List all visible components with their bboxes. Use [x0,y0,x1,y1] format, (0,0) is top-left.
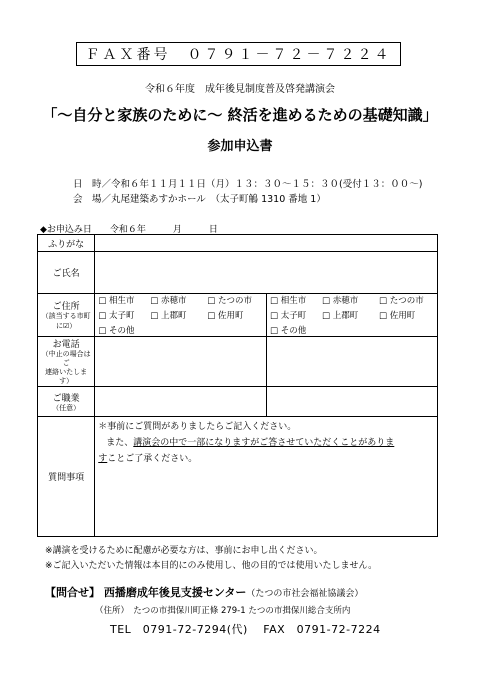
phone-label: お電話 [52,340,80,350]
contact-tel-fax: TEL 0791-72-7294(代) FAX 0791-72-7224 [110,623,381,636]
question-note-line1: ＊事前にご質問がありましたらご記入ください。 [98,422,297,433]
job-label-cell [38,387,95,417]
town-checkbox-sayo[interactable]: □ 佐用町 [207,311,244,321]
town-checkbox-aioi[interactable]: □ 相生市 [270,296,307,306]
apply-date-line: ◆お申込み日 令和６年 月 日 [40,225,218,235]
phone-note-2: 連絡いたします） [45,368,88,386]
application-form-table [37,234,438,537]
name-field[interactable] [95,252,438,294]
phone-field-1[interactable] [95,337,267,387]
contact-org: 西播磨成年後見支援センター [103,586,247,599]
event-venue: 会 場／丸尾建築あすかホール （太子町鵤 1310 番地 1） [73,194,326,205]
job-field-2[interactable] [267,387,438,417]
contact-org-sub: （たつの市社会福祉協議会） [246,589,364,599]
furigana-label: ふりがな [38,235,95,252]
town-checkbox-group-1 [95,294,267,337]
town-checkbox-sayo[interactable]: □ 佐用町 [379,311,416,321]
job-label: ご職業 [52,393,80,404]
town-checkbox-tatsuno[interactable]: □ たつの市 [207,296,252,306]
form-title: 参加申込書 [207,139,273,154]
contact-label: 【問合せ】 [45,586,100,599]
address-note: （該当する市町に☑） [41,312,91,330]
event-date: 日 時／令和６年１１月１１日（月）１３：３０～１５：３０(受付１３：００～) [73,179,423,190]
contact-heading [45,584,363,600]
town-checkbox-other[interactable]: □ その他 [270,326,307,336]
question-note-line3: すことご了承ください。 [98,454,198,465]
phone-note-1: （中止の場合はご [41,350,91,368]
address-label: ご住所 [52,302,80,313]
fax-number-box: ＦＡＸ番号 ０７９１－７２－７２２４ [76,42,401,66]
event-title: 「～自分と家族のために～ 終活を進めるための基礎知識」 [42,106,438,124]
town-checkbox-kamigori[interactable]: □ 上郡町 [322,311,359,321]
furigana-field[interactable] [95,235,438,252]
town-checkbox-ako[interactable]: □ 赤穂市 [322,296,359,306]
address-label-cell [38,294,95,337]
town-checkbox-ako[interactable]: □ 赤穂市 [150,296,187,306]
contact-address: （住所） たつの市揖保川町正條 279-1 たつの市揖保川総合支所内 [95,606,351,616]
town-checkbox-taishi[interactable]: □ 太子町 [98,311,135,321]
name-label: ご氏名 [38,252,95,294]
phone-field-2[interactable] [267,337,438,387]
town-checkbox-aioi[interactable]: □ 相生市 [98,296,135,306]
phone-label-cell [38,337,95,387]
town-checkbox-tatsuno[interactable]: □ たつの市 [379,296,424,306]
job-note: （任意） [52,403,81,412]
town-checkbox-kamigori[interactable]: □ 上郡町 [150,311,187,321]
question-note-line2: また、講演会の中で一部になりますがご答させていただくことがありま [106,438,395,449]
note-privacy: ※ご記入いただいた情報は本目的にのみ使用し、他の目的では使用いたしません。 [45,561,378,571]
note-accommodation: ※講演を受けるために配慮が必要な方は、事前にお申し出ください。 [45,546,323,556]
questions-label: 質問事項 [38,417,95,537]
event-subtitle: 令和６年度 成年後見制度普及啓発講演会 [145,84,335,95]
town-checkbox-group-2 [267,294,438,337]
questions-field[interactable] [95,417,438,537]
town-checkbox-taishi[interactable]: □ 太子町 [270,311,307,321]
town-checkbox-other[interactable]: □ その他 [98,326,135,336]
job-field-1[interactable] [95,387,267,417]
